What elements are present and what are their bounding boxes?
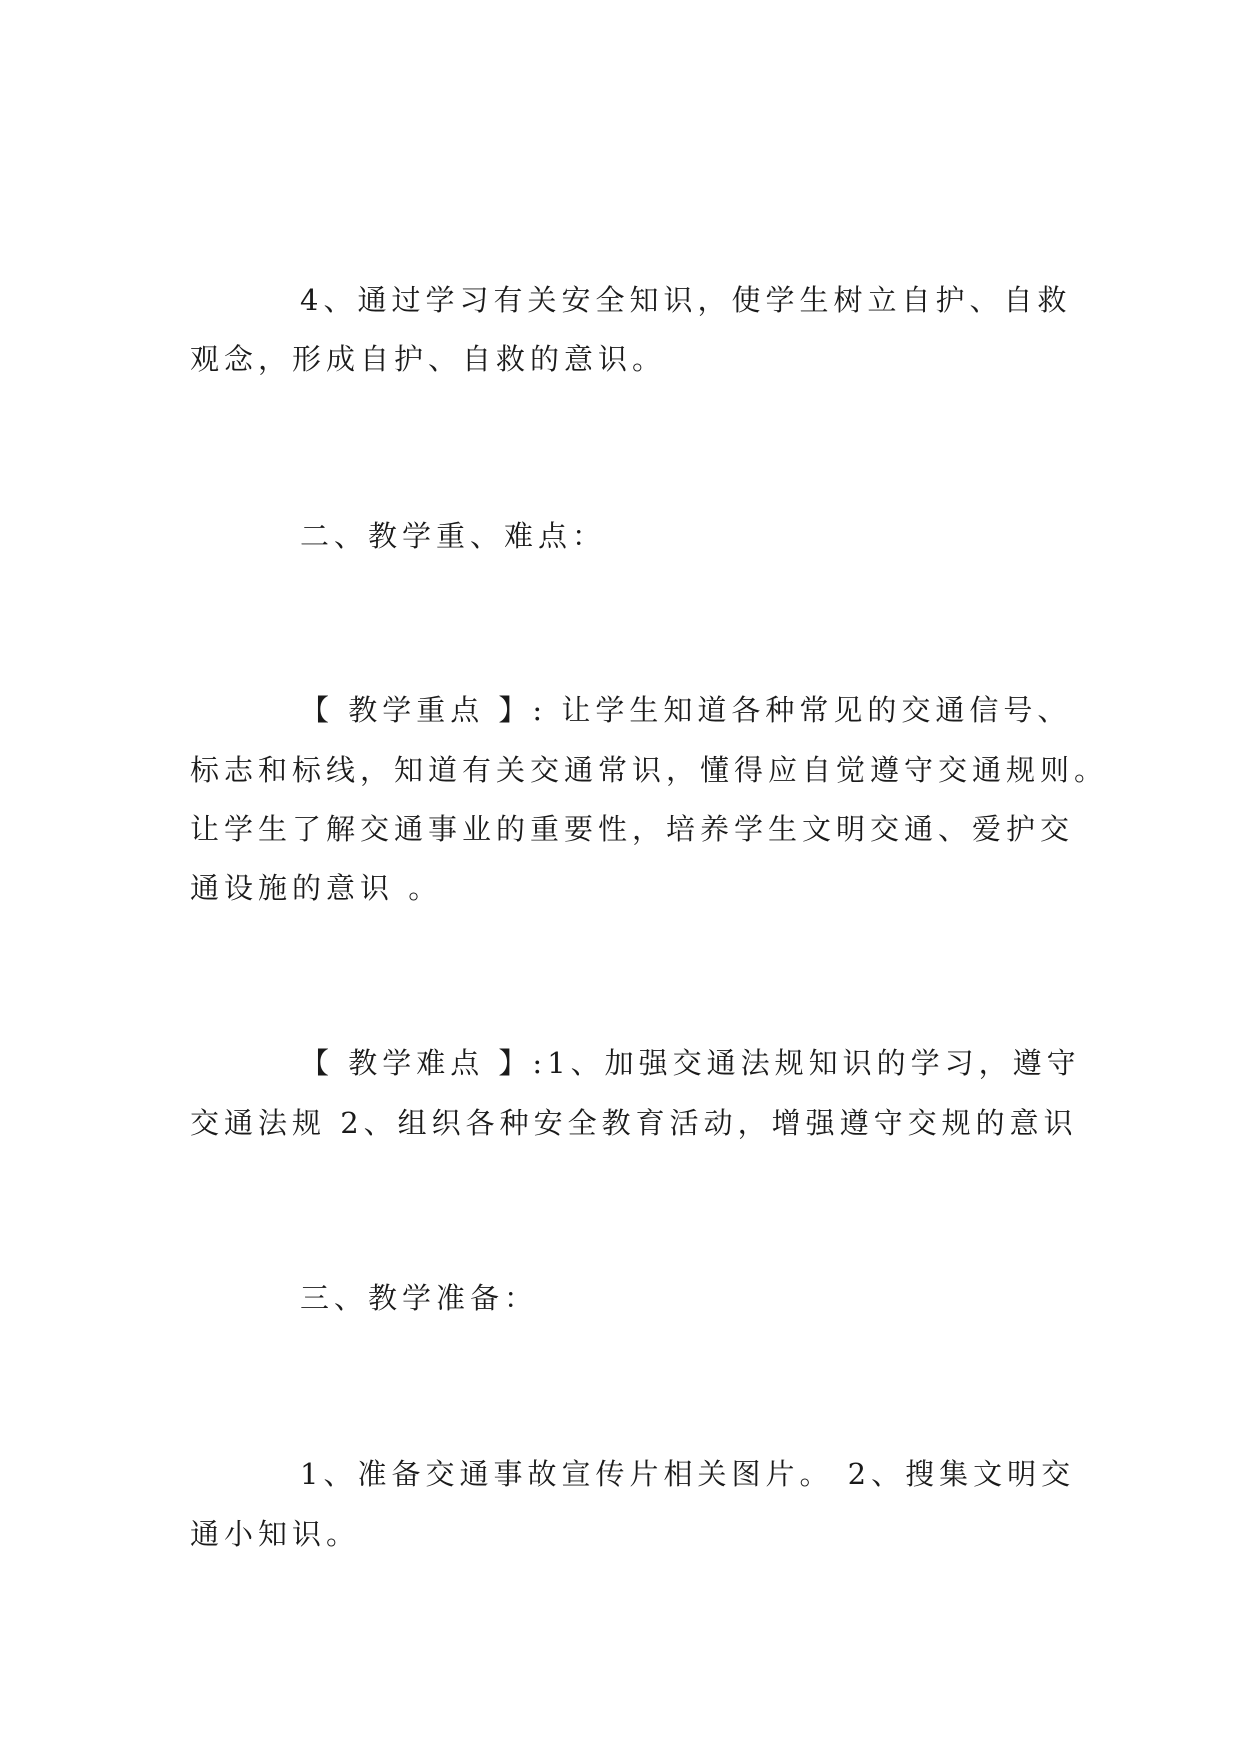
key-points-line4: 通设施的意识 。	[190, 871, 443, 905]
section-heading-key-difficult: 二、教学重、难点：	[300, 519, 607, 553]
preparation-line1: 1、准备交通事故宣传片相关图片。 2、搜集文明交	[300, 1457, 1076, 1491]
key-points-line3: 让学生了解交通事业的重要性，培养学生文明交通、爱护交	[190, 812, 1075, 846]
key-points-line2: 标志和标线，知道有关交通常识，懂得应自觉遵守交通规则。	[190, 753, 1109, 787]
paragraph-item4-line1: 4、通过学习有关安全知识，使学生树立自护、自救	[300, 283, 1072, 317]
key-points-line1: 【 教学重点 】: 让学生知道各种常见的交通信号、	[300, 693, 1072, 727]
section-heading-preparation: 三、教学准备：	[300, 1281, 539, 1315]
preparation-line2: 通小知识。	[190, 1517, 361, 1551]
paragraph-item4-line2: 观念，形成自护、自救的意识。	[190, 342, 667, 376]
difficult-points-line1: 【 教学难点 】:1、加强交通法规知识的学习，遵守	[300, 1046, 1081, 1080]
difficult-points-line2: 交通法规 2、组织各种安全教育活动，增强遵守交规的意识	[190, 1106, 1078, 1140]
